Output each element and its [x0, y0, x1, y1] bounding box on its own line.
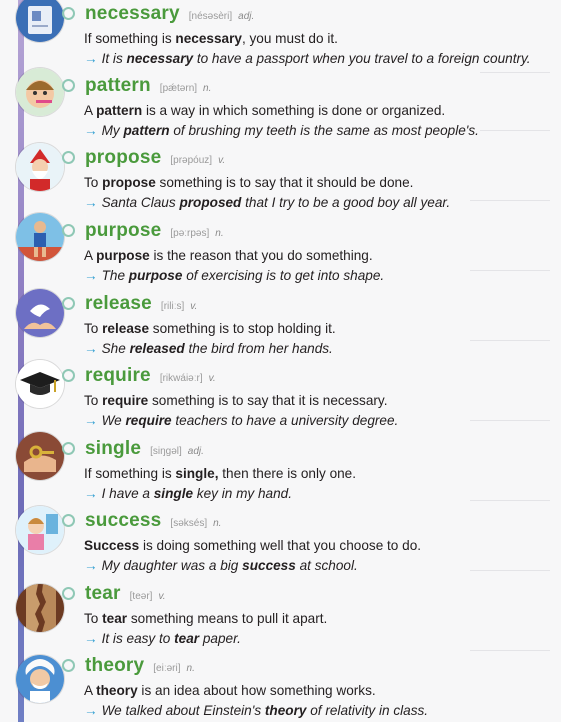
arrow-icon: → [84, 123, 98, 138]
bullet-icon [62, 442, 75, 455]
girl-brushing-teeth-icon [16, 68, 64, 116]
definition: To require something is to say that it is necessary. [84, 393, 388, 408]
part-of-speech: adj. [187, 446, 204, 457]
example-sentence: → It is necessary to have a passport when you travel to a foreign country. [84, 51, 531, 66]
arrow-icon: → [84, 341, 98, 356]
pronunciation: [riliːs] [160, 301, 185, 312]
vocab-entry [62, 220, 557, 286]
headword: release [85, 293, 152, 314]
example-sentence: → I have a single key in my hand. [84, 486, 293, 501]
runner-icon [16, 213, 64, 261]
pronunciation: [pəːrpəs] [170, 228, 210, 239]
vocab-entry [62, 147, 557, 213]
example-sentence: → We require teachers to have a university degree. [84, 413, 399, 428]
bullet-icon [62, 514, 75, 527]
definition: If something is necessary, you must do it. [84, 31, 338, 46]
definition: To release something is to stop holding it. [84, 321, 336, 336]
definition: A purpose is the reason that you do something. [84, 248, 373, 263]
vocab-entry [62, 655, 557, 721]
part-of-speech: v. [218, 155, 226, 166]
key-in-hand-icon [16, 432, 64, 480]
pronunciation: [siŋgəl] [150, 446, 182, 457]
student-girl-icon [16, 506, 64, 554]
definition: To tear something means to pull it apart. [84, 611, 328, 626]
bullet-icon [62, 369, 75, 382]
bullet-icon [62, 79, 75, 92]
dove-hands-icon [16, 289, 64, 337]
definition: A pattern is a way in which something is done or organized. [84, 103, 446, 118]
arrow-icon: → [84, 413, 98, 428]
pronunciation: [pǽtərn] [159, 83, 198, 94]
bullet-icon [62, 151, 75, 164]
arrow-icon: → [84, 703, 98, 718]
vocab-entry [62, 438, 557, 504]
pronunciation: [səksés] [170, 518, 208, 529]
example-sentence: → She released the bird from her hands. [84, 341, 333, 356]
example-sentence: → We talked about Einstein's theory of relativity in class. [84, 703, 429, 718]
part-of-speech: n. [215, 228, 224, 239]
arrow-icon: → [84, 51, 98, 66]
vocab-entry [62, 365, 557, 431]
headword: necessary [85, 3, 180, 24]
pronunciation: [rikwáiəːr] [159, 373, 203, 384]
torn-paper-icon [16, 584, 64, 632]
einstein-icon [16, 655, 64, 703]
part-of-speech: v. [158, 591, 166, 602]
vocab-entry [62, 583, 557, 649]
vocab-entry [62, 293, 557, 359]
example-sentence: → It is easy to tear paper. [84, 631, 241, 646]
arrow-icon: → [84, 631, 98, 646]
arrow-icon: → [84, 195, 98, 210]
part-of-speech: n. [203, 83, 212, 94]
pronunciation: [teər] [129, 591, 153, 602]
santa-claus-icon [16, 143, 64, 191]
headword: purpose [85, 220, 162, 241]
headword: propose [85, 147, 162, 168]
bullet-icon [62, 659, 75, 672]
pronunciation: [prəpóuz] [170, 155, 213, 166]
bullet-icon [62, 224, 75, 237]
vocab-entry [62, 510, 557, 576]
example-sentence: → My daughter was a big success at school. [84, 558, 358, 573]
definition: Success is doing something well that you choose to do. [84, 538, 422, 553]
definition: If something is single, then there is only one. [84, 466, 357, 481]
headword: single [85, 438, 142, 459]
arrow-icon: → [84, 486, 98, 501]
headword: theory [85, 655, 145, 676]
part-of-speech: v. [190, 301, 198, 312]
arrow-icon: → [84, 268, 98, 283]
headword: require [85, 365, 151, 386]
headword: tear [85, 583, 121, 604]
example-sentence: → The purpose of exercising is to get into shape. [84, 268, 385, 283]
part-of-speech: adj. [238, 11, 255, 22]
example-sentence: → Santa Claus proposed that I try to be a good boy all year. [84, 195, 451, 210]
definition: A theory is an idea about how something works. [84, 683, 376, 698]
icon-rail [18, 0, 24, 722]
part-of-speech: n. [213, 518, 222, 529]
arrow-icon: → [84, 558, 98, 573]
bullet-icon [62, 587, 75, 600]
pronunciation: [eiːəri] [153, 663, 181, 674]
graduation-cap-icon [16, 360, 64, 408]
headword: pattern [85, 75, 151, 96]
bullet-icon [62, 297, 75, 310]
part-of-speech: n. [186, 663, 195, 674]
passport-icon [16, 0, 64, 42]
definition: To propose something is to say that it should be done. [84, 175, 414, 190]
part-of-speech: v. [208, 373, 216, 384]
vocab-entry [62, 75, 557, 141]
pronunciation: [nésəsèri] [188, 11, 233, 22]
vocab-entry [62, 3, 557, 69]
example-sentence: → My pattern of brushing my teeth is the same as most people's. [84, 123, 479, 138]
bullet-icon [62, 7, 75, 20]
headword: success [85, 510, 162, 531]
